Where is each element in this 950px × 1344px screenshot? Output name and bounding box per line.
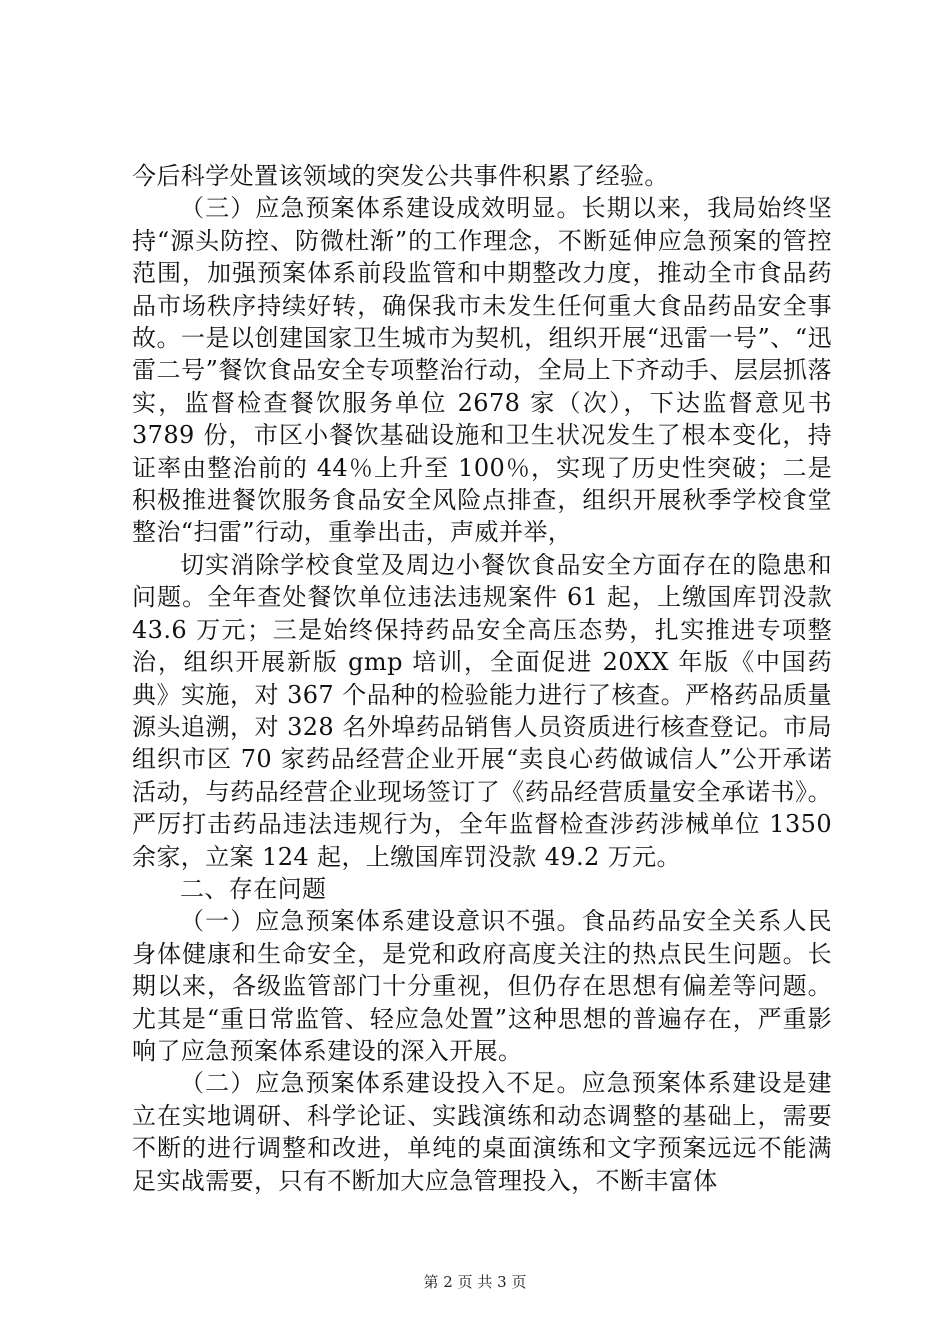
page-footer: 第 2 页 共 3 页	[423, 1273, 527, 1291]
heading-problems: 二、存在问题	[180, 874, 327, 903]
paragraph-problem-1: （一）应急预案体系建设意识不强。食品药品安全关系人民身体健康和生命安全，是党和政府高度关注的热点民生问题。长期以来，各级监管部门十分重视，但仍存在思想有偏差等问题。尤其是“重日常监管、轻应急处置”这种思想的普遍存在，严重影响了应急预案体系建设的深入开展。	[132, 907, 832, 1065]
paragraph-section-3: （三）应急预案体系建设成效明显。长期以来，我局始终坚持“源头防控、防微杜渐”的工作理念，不断延伸应急预案的管控范围，加强预案体系前段监管和中期整改力度，推动全市食品药品市场秩序持续好转，确保我市未发生任何重大食品药品安全事故。一是以创建国家卫生城市为契机，组织开展“迅雷一号”、“迅雷二号”餐饮食品安全专项整治行动，全局上下齐动手、层层抓落实，监督检查餐饮服务单位 2678 家（次），下达监督意见书 3789 份，市区小餐饮基础设施和卫生状况发生了根本变化，持证率由整治前的 44％上升至 100％，实现了历史性突破；二是积极推进餐饮服务食品安全风险点排查，组织开展秋季学校食堂整治“扫雷”行动，重拳出击，声威并举，	[132, 194, 832, 547]
paragraph-section-3-cont: 切实消除学校食堂及周边小餐饮食品安全方面存在的隐患和问题。全年查处餐饮单位违法违规案件 61 起，上缴国库罚没款 43.6 万元；三是始终保持药品安全高压态势，扎实推进专项整治，组织开展新版 gmp 培训，全面促进 20XX 年版《中国药典》实施，对 367 个品种的检验能力进行了核查。严格药品质量源头追溯，对 328 名外埠药品销售人员资质进行核查登记。市局组织市区 70 家药品经营企业开展“卖良心药做诚信人”公开承诺活动，与药品经营企业现场签订了《药品经营质量安全承诺书》。严厉打击药品违法违规行为，全年监督检查涉药涉械单位 1350 余家，立案 124 起，上缴国库罚没款 49.2 万元。	[132, 550, 832, 871]
document-body	[132, 160, 832, 1197]
paragraph-continuation: 今后科学处置该领域的突发公共事件积累了经验。	[132, 162, 669, 190]
paragraph-problem-2: （二）应急预案体系建设投入不足。应急预案体系建设是建立在实地调研、科学论证、实践演练和动态调整的基础上，需要不断的进行调整和改进，单纯的桌面演练和文字预案远远不能满足实战需要，只有不断加大应急管理投入，不断丰富体	[132, 1069, 832, 1195]
